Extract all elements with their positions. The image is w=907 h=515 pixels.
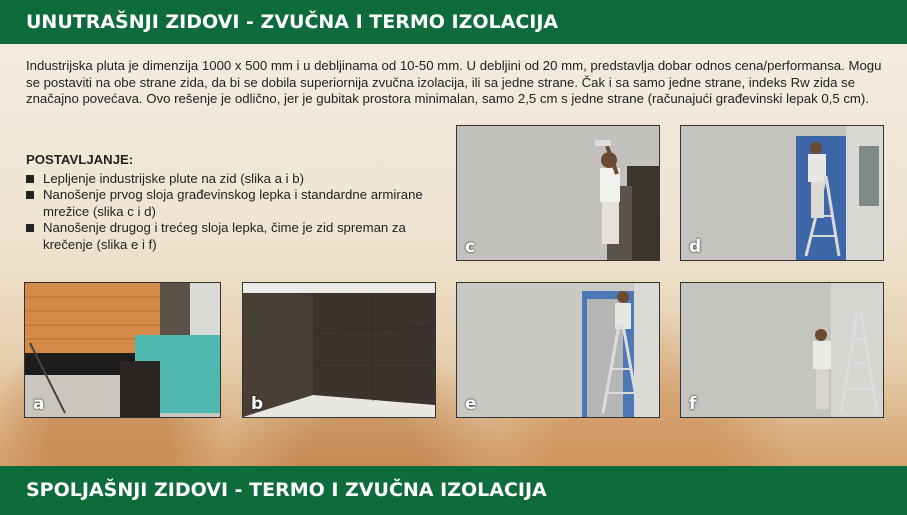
list-item: [26, 187, 446, 220]
photo-e: [456, 282, 660, 418]
photo-label: b: [251, 394, 264, 414]
intro-paragraph: Industrijska pluta je dimenzija 1000 x 500 mm i u debljinama od 10-50 mm. U debljini od 20 mm, predstavlja dobar odnos cena/performansa. Mogu se postaviti na obe strane zida, da bi se dobila superiornija zvučna izolacija, ili sa jedne strane. Čak i sa samo jedne strane, indeks Rw zida se značajno povećava. Ovo rešenje je odlično, jer je gubitak prostora minimalan, samo 2,5 cm s jedne strane (računajući građevinski lepak 0,5 cm).: [26, 58, 882, 107]
installation-steps: [26, 171, 446, 254]
installation-title: POSTAVLJANJE:: [26, 152, 134, 167]
bullet-icon: [26, 191, 34, 199]
section-header-exterior: [0, 466, 907, 515]
list-item: [26, 220, 446, 253]
installation-section: [26, 152, 446, 254]
photo-label: e: [465, 394, 477, 414]
section-header-interior: [0, 0, 907, 44]
photo-label: a: [33, 394, 45, 414]
photo-f: [680, 282, 884, 418]
photo-c: [456, 125, 660, 261]
photo-label: d: [689, 237, 702, 257]
step-text: Lepljenje industrijske plute na zid (slika a i b): [43, 170, 304, 186]
photo-a: [24, 282, 221, 418]
bullet-icon: [26, 224, 34, 232]
step-text: Nanošenje prvog sloja građevinskog lepka i standardne armirane mrežice (slika c i d): [43, 187, 423, 219]
bullet-icon: [26, 175, 34, 183]
section-title: UNUTRAŠNJI ZIDOVI - ZVUČNA I TERMO IZOLACIJA: [26, 11, 559, 33]
step-text: Nanošenje drugog i trećeg sloja lepka, čime je zid spreman za krečenje (slika e i f): [43, 220, 406, 252]
photo-b: [242, 282, 436, 418]
photo-d: [680, 125, 884, 261]
photo-label: c: [465, 237, 476, 257]
section-title: SPOLJAŠNJI ZIDOVI - TERMO I ZVUČNA IZOLACIJA: [26, 479, 547, 501]
list-item: [26, 171, 446, 188]
photo-label: f: [689, 394, 697, 414]
